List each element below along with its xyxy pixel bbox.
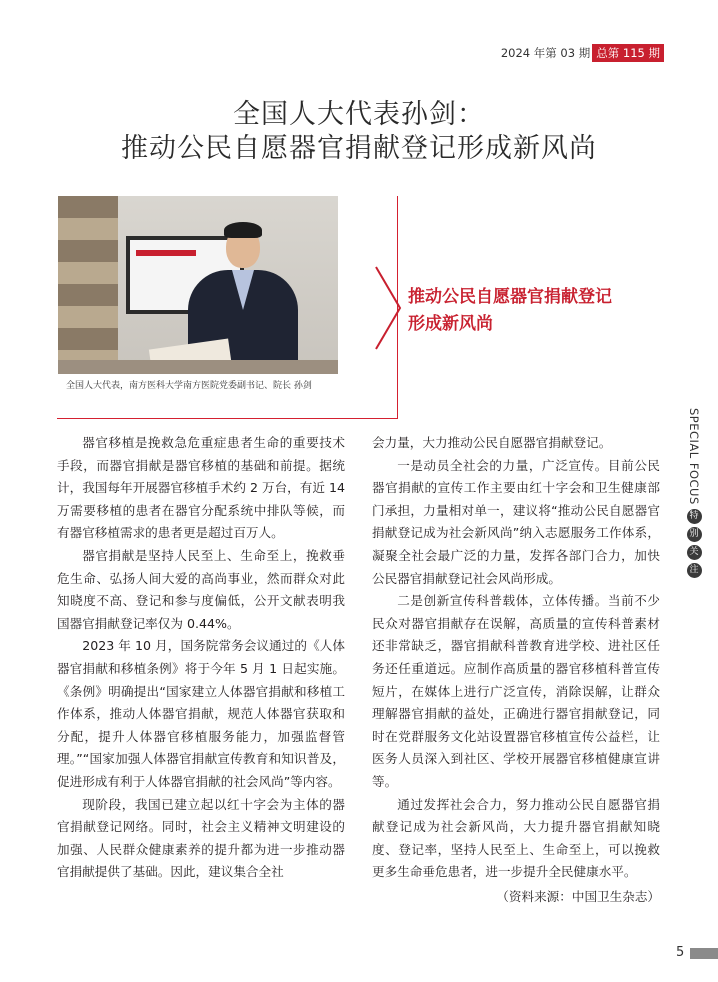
- callout-line1: 推动公民自愿器官捐献登记: [408, 287, 612, 307]
- body-paragraph: 二是创新宣传科普载体，立体传播。当前不少民众对器官捐献存在误解，高质量的宣传科普素材还非常缺乏，器官捐献科普教育进学校、进社区任务还任重道远。应制作高质量的器官移植科普宣传短片，在媒体上进行广泛宣传，消除误解，让群众理解器官捐献的益处，正确进行器官捐献登记，同时在党群服务文化站设置器官移植宣传公益栏，让医务人员深入到社区、学校开展器官移植健康宣讲等。: [372, 593, 660, 789]
- body-paragraph: 一是动员全社会的力量，广泛宣传。目前公民器官捐献的宣传工作主要由红十字会和卫生健康部门承担，力量相对单一，建议将“推动公民自愿器官捐献登记成为社会新风尚”纳入志愿服务工作体系，凝聚全社会最广泛的力量，发挥各部门合力，加快公民器官捐献登记社会风尚形成。: [372, 457, 660, 586]
- article-title-line2: 推动公民自愿器官捐献登记形成新风尚: [121, 133, 597, 164]
- section-label-english: SPECIAL FOCUS: [687, 408, 701, 505]
- total-issue-tag: 总第 115 期: [592, 44, 664, 62]
- portrait-photo: [58, 196, 338, 374]
- callout-line2: 形成新风尚: [408, 314, 493, 334]
- body-paragraph-continued: 会力量，大力推动公民自愿器官捐献登记。: [372, 435, 612, 450]
- article-title-line1: 全国人大代表孙剑：: [233, 99, 485, 130]
- photo-caption: 全国人大代表，南方医科大学南方医院党委副书记、院长 孙剑: [66, 381, 312, 391]
- hair: [224, 222, 262, 238]
- section-char: 注: [687, 563, 702, 578]
- section-char: 别: [687, 527, 702, 542]
- page-bar: [690, 948, 718, 959]
- chevron-icon: [374, 265, 404, 351]
- bookshelf: [58, 196, 118, 374]
- callout-headline: [408, 284, 612, 338]
- page-number: 5: [676, 945, 685, 960]
- section-char: 特: [687, 509, 702, 524]
- body-paragraph: 2023 年 10 月，国务院常务会议通过的《人体器官捐献和移植条例》将于今年 5 月 1 日起实施。《条例》明确提出“国家建立人体器官捐献和移植工作体系，推动人体器官捐献，规范人体器官获取和分配，提升人体器官移植服务能力，加强监督管理。”“国家加强人体器官捐献宣传教育和知识普及，促进形成有利于人体器官捐献的社会风尚”等内容。: [57, 638, 345, 789]
- source-note: （资料来源：中国卫生杂志）: [496, 888, 660, 904]
- body-column-left: [57, 432, 345, 884]
- section-sidebar: [683, 408, 705, 578]
- body-paragraph: 通过发挥社会合力，努力推动公民自愿器官捐献登记成为社会新风尚，大力提升器官捐献知晓度、登记率，坚持人民至上、生命至上，可以挽救更多生命垂危患者，进一步提升全民健康水平。: [372, 796, 660, 880]
- body-paragraph: 器官移植是挽救急危重症患者生命的重要技术手段，而器官捐献是器官移植的基础和前提。据统计，我国每年开展器官移植手术约 2 万台，有近 14 万需要移植的患者在器官分配系统中排队等候，而有器官移植需求的患者更是超过百万人。: [57, 435, 345, 541]
- issue-info: [501, 44, 664, 62]
- body-paragraph: 器官捐献是坚持人民至上、生命至上，挽救垂危生命、弘扬人间大爱的高尚事业，然而群众对此知晓度不高、登记和参与度偏低，公开文献表明我国器官捐献登记率仅为 0.44%。: [57, 547, 345, 631]
- section-label-chinese: [687, 509, 702, 578]
- section-char: 关: [687, 545, 702, 560]
- body-column-right: [372, 432, 660, 908]
- desk: [58, 360, 338, 374]
- body-paragraph: 现阶段，我国已建立起以红十字会为主体的器官捐献登记网络。同时，社会主义精神文明建设的加强、人民群众健康素养的提升都为进一步推动器官捐献提供了基础。因此，建议集合全社: [57, 796, 345, 880]
- issue-text: 2024 年第 03 期: [500, 46, 591, 60]
